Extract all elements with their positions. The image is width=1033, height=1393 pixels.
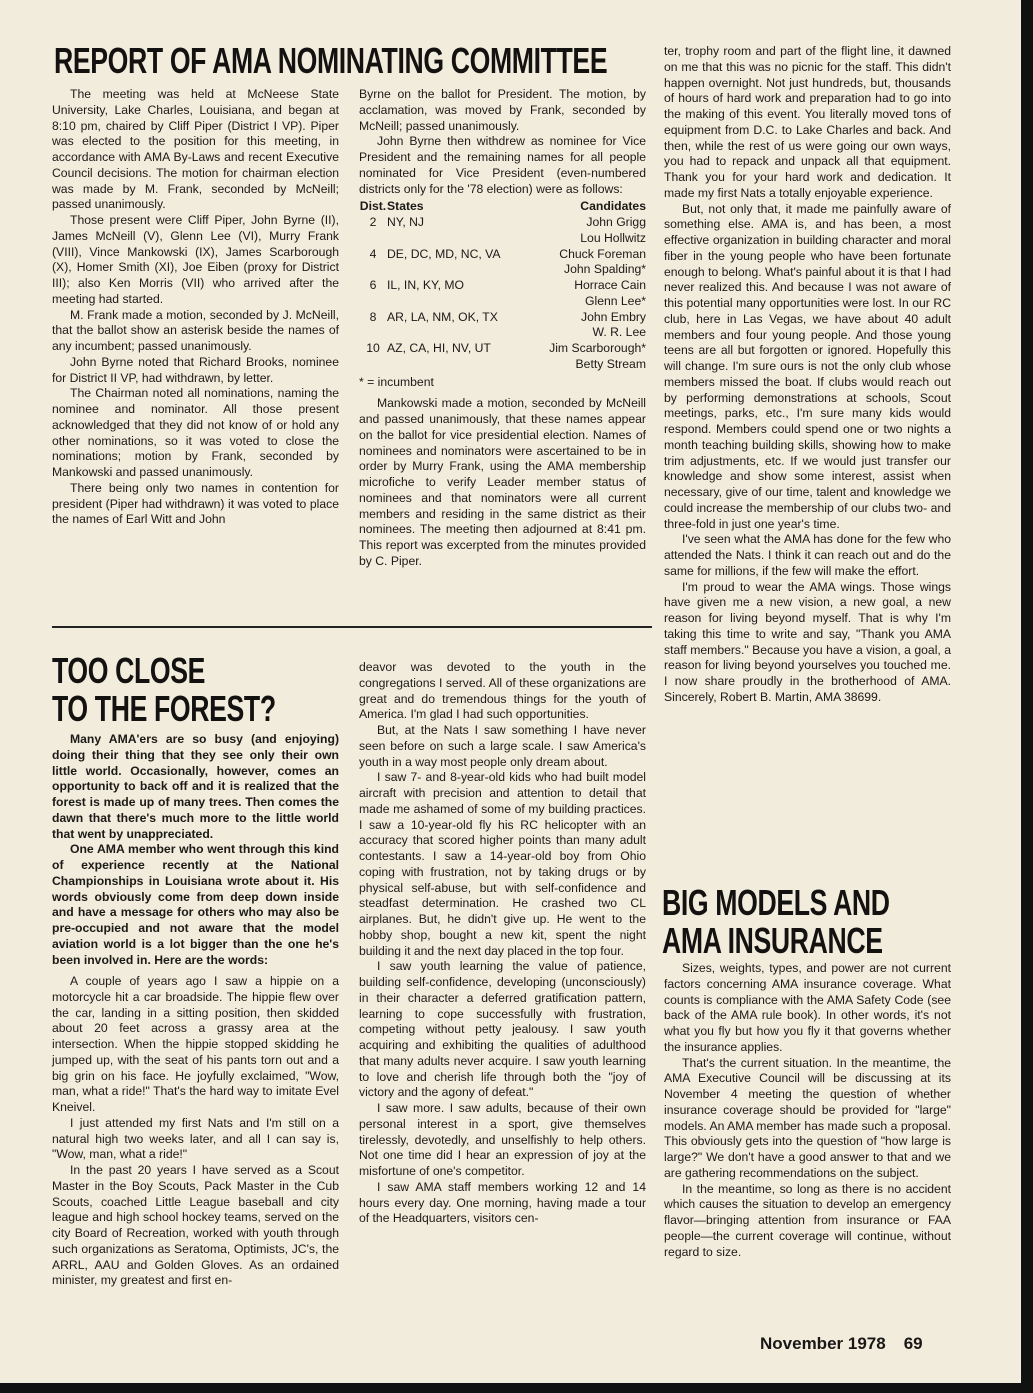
table-header-row — [359, 199, 646, 215]
paragraph: The meeting was held at McNeese State University, Lake Charles, Louisiana, and began at 8:10 pm, chaired by Cliff Piper (District I VP). Piper was elected to the position for this meeting, in accordance with AMA By-Laws and recent Executive Council decisions. The motion for chairman election was made by M. Frank, seconded by McNeill; passed unanimously. — [52, 87, 339, 212]
dist: 2 — [369, 215, 377, 229]
paragraph: Those present were Cliff Piper, John Byrne (II), James McNeill (V), Glenn Lee (VI), Murry Frank (VIII), Vince Mankowski (IX), James Scarborough (X), Homer Smith (XI), Joe Eiben (proxy for District III); also Ken Morris (VII) who arrived after the meeting had started. — [52, 213, 339, 306]
nominating-column-1 — [52, 87, 339, 528]
article-title-big-models-line1: BIG MODELS AND — [662, 882, 890, 923]
paragraph: I've seen what the AMA has done for the few who attended the Nats. I think it can reach out and do the same for millions, if the few will make the effort. — [664, 532, 951, 578]
paragraph: I just attended my first Nats and I'm still on a natural high two weeks later, and all I can say is, "Wow, man, what a ride!" — [52, 1115, 339, 1162]
paragraph: The Chairman noted all nominations, naming the nominee and nominator. All those present acknowledged that they did not know of or hold any other nominations, so it was voted to close the nominations; motion by Frank, seconded by Mankowski and passed unanimously. — [52, 386, 339, 479]
states: DE, DC, MD, NC, VA — [387, 246, 501, 261]
candidates-table — [359, 199, 646, 372]
insurance-column — [664, 961, 951, 1260]
states: NY, NJ — [387, 215, 425, 229]
paragraph: In the meantime, so long as there is no accident which causes the situation to develop an emergency flavor—bringing attention from insurance or FAA people—the current coverage will continue, without regard to size. — [664, 1181, 951, 1259]
scan-border-bottom — [0, 1383, 1033, 1393]
page-footer — [760, 1334, 923, 1354]
candidates — [527, 278, 646, 310]
section-divider — [52, 626, 652, 628]
paragraph: John Byrne then withdrew as nominee for Vice President and the remaining names for all people nominated for Vice President (even-numbered districts only for the '78 election) were as follows: — [359, 134, 646, 196]
paragraph: I saw AMA staff members working 12 and 14 hours every day. One morning, having made a tour of the Headquarters, visitors cen- — [359, 1179, 646, 1226]
candidates — [527, 310, 646, 342]
candidate: Chuck Foreman — [559, 246, 646, 261]
paragraph: Byrne on the ballot for President. The motion, by acclamation, was moved by Frank, seconded by McNeill; passed unanimously. — [359, 87, 646, 133]
paragraph: I saw 7- and 8-year-old kids who had built model aircraft with precision and attention to detail that made me ashamed of some of my building practices. I saw a 10-year-old fly his RC helicopter with an accuracy that scored higher points than many adult contestants. I saw a 14-year-old boy from Ohio coping with frustration, not by taking drugs or by physical self-abuse, but with self-confidence and steadfast determination. He crashed two CL airplanes. But, he didn't give up. He went to the hobby shop, bought a new kit, spent the night building it and the next day placed in the top four. — [359, 770, 646, 958]
paragraph: There being only two names in contention for president (Piper had withdrawn) it was voted to place the names of Earl Witt and John — [52, 480, 339, 527]
dist: 4 — [369, 246, 377, 261]
header-dist: Dist. — [359, 199, 387, 214]
paragraph: I saw more. I saw adults, because of their own personal interest in a sport, give themselves tirelessly, devotedly, and unselfishly to help others. Not one time did I hear an expression of joy at the misfortune of one's competitor. — [359, 1101, 646, 1178]
article-title-nominating-committee: REPORT OF AMA NOMINATING COMMITTEE — [54, 40, 608, 81]
table-row — [359, 310, 646, 342]
nominating-column-2 — [359, 87, 646, 570]
paragraph: Mankowski made a motion, seconded by McNeill and passed unanimously, that these names appear on the ballot for vice presidential election. Names of nominees and nominators were ascertained to be in order by Murry Frank, using the AMA membership microfiche to verify Leader member status of nominees and that nominators were all current members and residing in the same district as their nominees. The meeting then adjourned at 8:41 pm. This report was excerpted from the minutes provided by C. Piper. — [359, 396, 646, 568]
states: AR, LA, NM, OK, TX — [387, 309, 498, 324]
forest-intro — [52, 732, 339, 968]
paragraph: In the past 20 years I have served as a Scout Master in the Boy Scouts, Pack Master in the Cub Scouts, coached Little League baseball and city league and high school hockey teams, served on the city Board of Recreation, worked with youth through such organizations as Seratoma, Optimists, JC's, the ARRL, AAU and Golden Gloves. As an ordained minister, my greatest and first en- — [52, 1163, 339, 1288]
paragraph: ter, trophy room and part of the flight line, it dawned on me that this was no picnic for the staff. This didn't happen overnight. Not just hundreds, but, thousands of hours of hard work and preparation had to go into the making of this event. You literally moved tons of equipment from D.C. to Lake Charles and back. And then, while the rest of us were going our own ways, you had to repack and unpack all that equipment. Thank you for your hard work and dedication. It made my first Nats a totally enjoyable experience. — [664, 44, 951, 200]
table-row — [359, 247, 646, 279]
paragraph: But, at the Nats I saw something I have never seen before on such a large scale. I saw America's youth in a way most people only dream about. — [359, 723, 646, 769]
candidate: Lou Hollwitz — [580, 230, 646, 245]
candidate: Glenn Lee* — [585, 293, 646, 308]
paragraph: John Byrne noted that Richard Brooks, nominee for District II VP, had withdrawn, by letter. — [52, 354, 339, 385]
article-title-big-models-line2: AMA INSURANCE — [662, 920, 883, 961]
table-row — [359, 215, 646, 247]
paragraph: deavor was devoted to the youth in the congregations I served. All of these organizations are great and do tremendous things for the youth of America. I'm glad I had such opportunities. — [359, 660, 646, 722]
header-states: States — [387, 199, 424, 214]
dist: 10 — [366, 341, 380, 355]
paragraph: One AMA member who went through this kind of experience recently at the National Championships in Louisiana wrote about it. His words obviously come from deep down inside and have a message for others who may also be pre-occupied and not aware that the model aviation world is a lot bigger than the one he's been involved in. Here are the words: — [52, 842, 339, 967]
dist: 8 — [369, 309, 377, 324]
candidates — [527, 247, 646, 279]
states: IL, IN, KY, MO — [387, 278, 464, 292]
paragraph: M. Frank made a motion, seconded by J. McNeill, that the ballot show an asterisk beside the names of any incumbent; passed unanimously. — [52, 307, 339, 353]
article-title-too-close-line2: TO THE FOREST? — [52, 688, 276, 729]
candidate: Jim Scarborough* — [549, 341, 646, 355]
candidate: John Spalding* — [564, 262, 646, 277]
paragraph: Sizes, weights, types, and power are not current factors concerning AMA insurance coverage. What counts is compliance with the AMA Safety Code (see back of the AMA rule book). In other words, it's not what you fly but how you fly it that governs whether the insurance applies. — [664, 961, 951, 1054]
candidate: W. R. Lee — [592, 325, 646, 340]
paragraph: I saw youth learning the value of patience, building self-confidence, developing (unconsciously) in their character a deferred gratification pattern, learning to cope successfully with frustration, competing without petty jealousy. I saw youth acquiring and exhibiting the qualities of adulthood that many adults never acquire. I saw youth learning to love and cherish life through both the "joy of victory and the agony of defeat." — [359, 959, 646, 1100]
candidate: John Embry — [580, 309, 646, 324]
page-number: 69 — [903, 1334, 923, 1353]
candidates — [527, 215, 646, 247]
candidate: John Grigg — [586, 215, 646, 229]
states: AZ, CA, HI, NV, UT — [387, 341, 491, 355]
paragraph: But, not only that, it made me painfully aware of something else. AMA is, and has been, a most effective organization in building character and moral fiber in the young people who have been fortunate enough to belong. What's painful about it is that I had never realized this. And because I was not aware of this potential many opportunities were lost. In our RC club, here in Las Vegas, we have about 40 adult members and four young people. And those young teens are all but forgotten or ignored. Hopefully this will change. I'm sure ours is not the only club whose members missed the boat. If clubs would reach out by performing demonstrations at schools, Scout meetings, parks, etc., I'm sure many kids would respond. Members could spend one or two nights a month teaching building skills, showing how to make trim adjustments, etc. If we would just transfer our knowledge and show some interest, assist when necessary, give of our time, talent and knowledge we could increase the membership of our clubs two- and three-fold in just one year's time. — [664, 201, 951, 531]
paragraph: A couple of years ago I saw a hippie on a motorcycle hit a car broadside. The hippie flew over the car, landing in a sitting position, then skidded about 20 feet across a grassy area at the intersection. When the hippie stopped skidding he jumped up, with the seat of his pants torn out and a big grin on his face. He joyfully exclaimed, "Wow, man, what a ride!" That's the hard way to imitate Evel Kneivel. — [52, 974, 339, 1114]
candidate: Betty Stream — [575, 356, 646, 371]
header-candidates: Candidates — [580, 199, 646, 214]
forest-column-3 — [664, 44, 951, 706]
table-row — [359, 341, 646, 373]
paragraph: I'm proud to wear the AMA wings. Those wings have given me a new vision, a new goal, a new reason for living beyond myself. That is why I'm taking this time to write and say, "Thank you AMA staff members." Because you have a vision, a goal, a reason for living beyond yourselves you touched me. I now share proudly in the brotherhood of AMA. Sincerely, Robert B. Martin, AMA 38699. — [664, 579, 951, 704]
dist: 6 — [369, 278, 377, 292]
incumbent-footnote: * = incumbent — [359, 374, 434, 389]
paragraph: Many AMA'ers are so busy (and enjoying) doing their thing that they see only their own little world. Occasionally, however, comes an opportunity to back off and it is realized that the forest is made up of many trees. Then comes the dawn that there's much more to the little world that went by unappreciated. — [52, 732, 339, 841]
forest-column-1 — [52, 974, 339, 1289]
paragraph: That's the current situation. In the meantime, the AMA Executive Council will be discussing at its November 4 meeting the question of whether insurance coverage should be provided for "large" models. An AMA member has made such a proposal. This obviously gets into the question of "how large is large?" We don't have a good answer to that and we are gathering recommendations on the subject. — [664, 1055, 951, 1180]
candidate: Horrace Cain — [574, 278, 646, 292]
scan-border-right — [1021, 0, 1033, 1393]
article-title-too-close-line1: TOO CLOSE — [52, 650, 206, 691]
issue-date: November 1978 — [760, 1334, 886, 1353]
forest-column-2 — [359, 660, 646, 1227]
candidates — [527, 341, 646, 373]
table-row — [359, 278, 646, 310]
